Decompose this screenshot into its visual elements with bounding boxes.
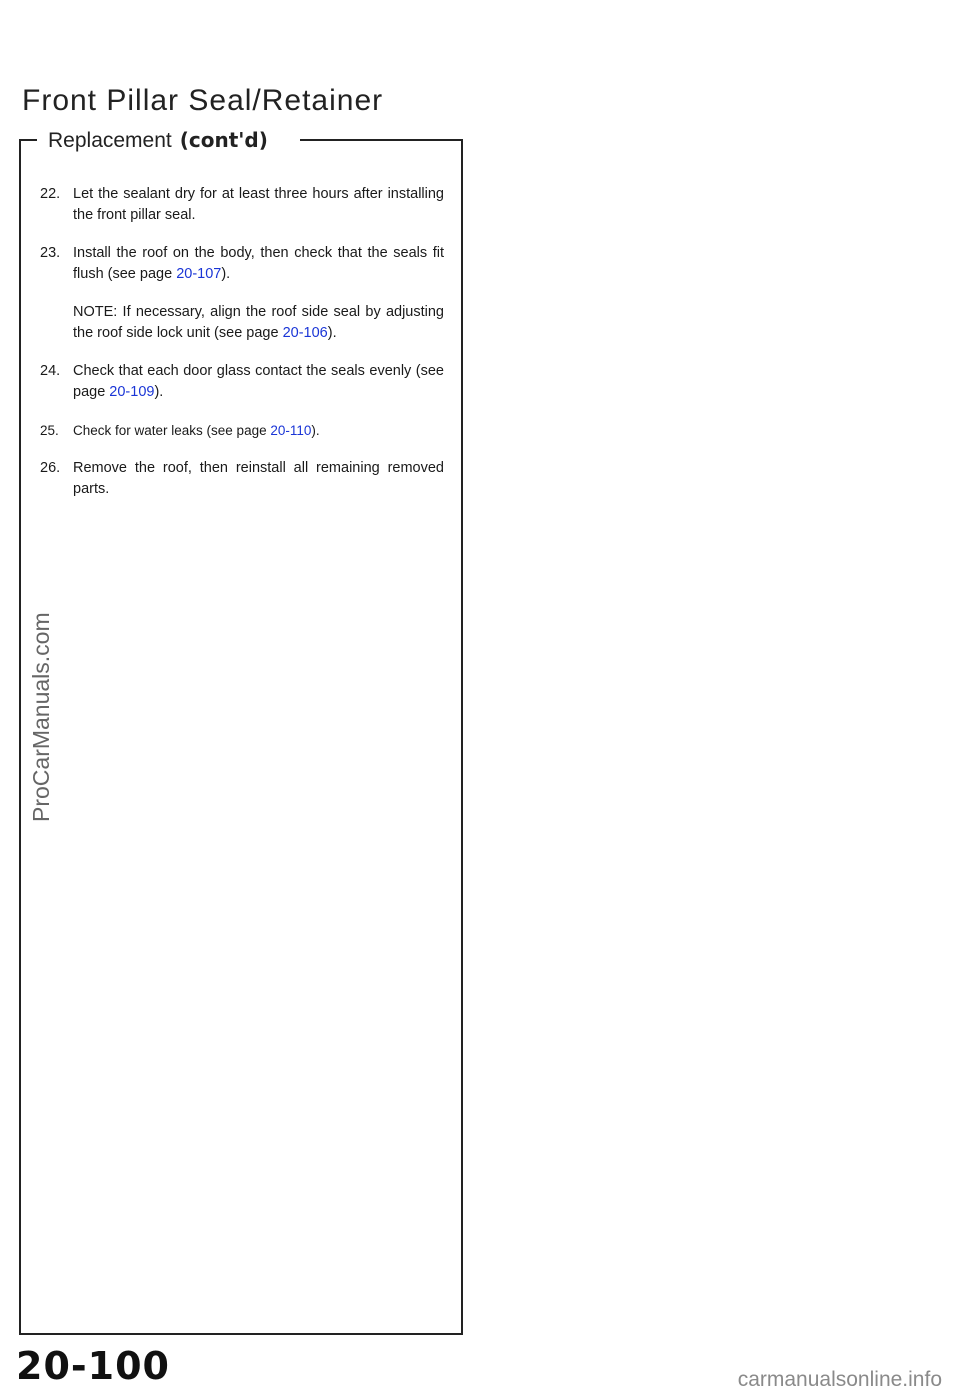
- frame-divider: [19, 139, 37, 141]
- step-number: 24.: [40, 363, 61, 379]
- section-heading: [48, 128, 268, 153]
- step-text: ).: [154, 384, 164, 400]
- section-heading-label: Replacement: [48, 129, 172, 152]
- footer-watermark: carmanualsonline.info: [737, 1368, 942, 1391]
- page-ref-link[interactable]: 20-109: [109, 384, 155, 400]
- step-23: [40, 243, 444, 285]
- step-number: 22.: [40, 186, 61, 202]
- step-text: Check for water leaks (see page: [73, 423, 271, 438]
- continued-label: (cont'd): [179, 128, 268, 152]
- procedure-steps: [40, 184, 444, 517]
- step-26: [40, 458, 444, 500]
- page-ref-link[interactable]: 20-106: [282, 325, 328, 341]
- note-text: ).: [327, 325, 337, 341]
- step-24: [40, 361, 444, 403]
- step-22: [40, 184, 444, 226]
- step-text: Install the roof on the body, then check that the seals fit flush (see page: [73, 245, 444, 282]
- step-text: Let the sealant dry for at least three hours after installing the front pillar seal.: [73, 186, 444, 223]
- step-text: ).: [221, 266, 231, 282]
- page-ref-link[interactable]: 20-110: [270, 423, 312, 438]
- step-text: ).: [311, 423, 320, 438]
- frame-divider: [300, 139, 463, 141]
- note-text: NOTE: If necessary, align the roof side seal by adjusting the roof side lock unit (see page: [73, 304, 444, 341]
- step-number: 25.: [40, 423, 59, 438]
- step-number: 23.: [40, 245, 61, 261]
- step-note: [40, 302, 444, 344]
- step-text: Check that each door glass contact the seals evenly (see page: [73, 363, 444, 400]
- page-number: 20-100: [16, 1344, 170, 1388]
- step-number: 26.: [40, 460, 61, 476]
- page-ref-link[interactable]: 20-107: [176, 266, 222, 282]
- step-text: Remove the roof, then reinstall all remaining removed parts.: [73, 460, 444, 497]
- page-title: Front Pillar Seal/Retainer: [22, 84, 384, 117]
- watermark-text: ProCarManuals.com: [28, 612, 54, 822]
- step-25: [40, 420, 444, 441]
